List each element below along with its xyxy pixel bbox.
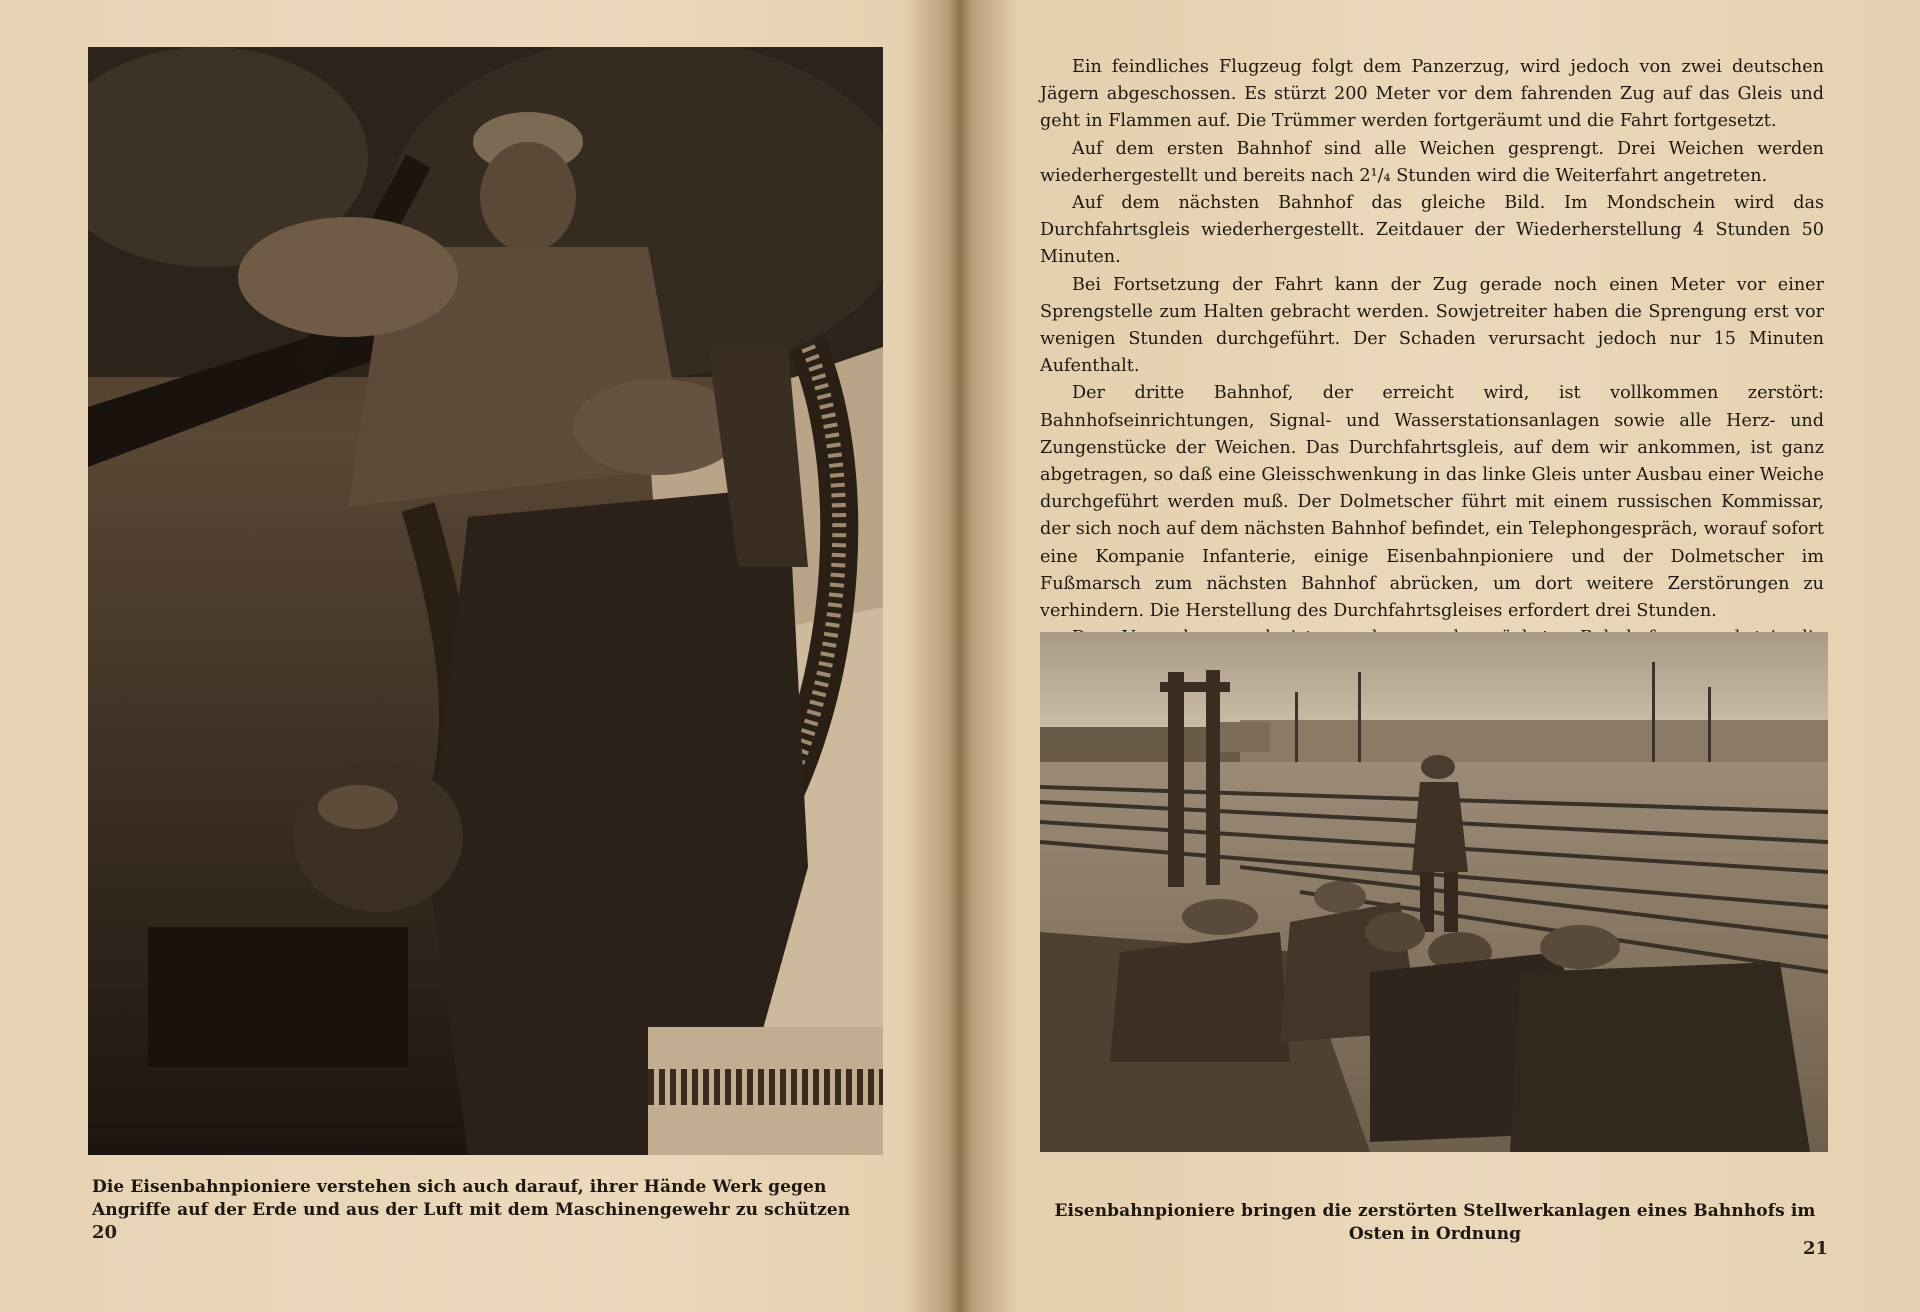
page-number-right: 21 xyxy=(1803,1238,1829,1259)
paragraph: Auf dem nächsten Bahnhof das gleiche Bild. Im Mondschein wird das Durchfahrtsgleis wiederhergestellt. Zeitdauer der Wiederherstellung 4 Stunden 50 Minuten. xyxy=(1040,193,1824,268)
photo-soldiers-machine-gun-icon xyxy=(88,47,883,1155)
paragraph: Der dritte Bahnhof, der erreicht wird, ist vollkommen zerstört: Bahnhofseinrichtungen, Signal- und Wasserstationsanlagen sowie alle Herz- und Zungenstücke der Weichen. Das Durchfahrtsgleis, auf dem wir ankommen, ist ganz abgetragen, so daß eine Gleisschwenkung in das linke Gleis unter Ausbau einer Weiche durchgeführt werden muß. Der Dolmetscher führt mit einem russischen Kommissar, der sich noch auf dem nächsten Bahnhof befindet, ein Telephongespräch, worauf sofort eine Kompanie Infanterie, einige Eisenbahnpioniere und der Dolmetscher im Fußmarsch zum nächsten Bahnhof abrücken, um dort weitere Zerstörungen zu verhindern. Die Herstellung des Durchfahrtsgleises erfordert drei Stunden. xyxy=(1040,383,1824,622)
paragraph: Auf dem ersten Bahnhof sind alle Weichen gesprengt. Drei Weichen werden wiederhergestellt und bereits nach 2¹/₄ Stunden wird die Weiterfahrt angetreten. xyxy=(1040,138,1824,186)
paragraph: Bei Fortsetzung der Fahrt kann der Zug gerade noch einen Meter vor einer Sprengstelle zum Halten gebracht werden. Sowjetreiter haben die Sprengung erst vor wenigen Stunden durchgeführt. Der Schaden verursacht jedoch nur 15 Minuten Aufenthalt. xyxy=(1040,274,1824,377)
photo-soldiers-at-railway xyxy=(1040,632,1828,1152)
right-photo-caption: Eisenbahnpioniere bringen die zerstörten Stellwerkanlagen eines Bahnhofs im Osten in Ordnung xyxy=(1054,1201,1816,1244)
photo-soldiers-at-railway-icon xyxy=(1040,632,1828,1152)
body-text xyxy=(1040,54,1824,680)
paragraph: Ein feindliches Flugzeug folgt dem Panzerzug, wird jedoch von zwei deutschen Jägern abgeschossen. Es stürzt 200 Meter vor dem fahrenden Zug auf das Gleis und geht in Flammen auf. Die Trümmer werden fortgeräumt und die Fahrt fortgesetzt. xyxy=(1040,57,1824,132)
right-page xyxy=(960,0,1920,1312)
page-number-left: 20 xyxy=(92,1222,118,1243)
photo-soldiers-machine-gun xyxy=(88,47,883,1155)
left-photo-caption: Die Eisenbahnpioniere verstehen sich auch darauf, ihrer Hände Werk gegen Angriffe auf der Erde und aus der Luft mit dem Maschinengewehr zu schützen xyxy=(92,1177,851,1220)
